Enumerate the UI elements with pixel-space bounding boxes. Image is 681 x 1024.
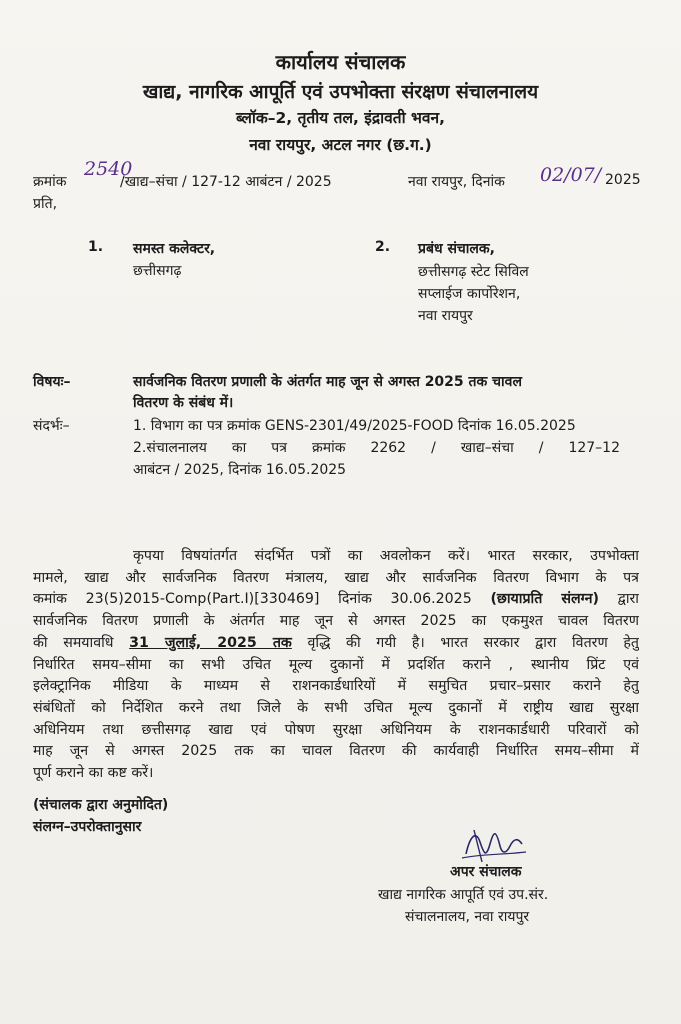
body-line-11: पूर्ण कराने का कष्ट करें। — [33, 765, 154, 782]
recipient-1-number: 1. — [88, 239, 104, 255]
body-line-9: अधिनियम तथा छत्तीसगढ़ खाद्य एवं पोषण सुरक्षा अधिनियम के राशनकार्डधारी परिवारों को — [33, 721, 639, 738]
kramank-label: क्रमांक — [33, 174, 67, 190]
body-line-1: कृपया विषयांतर्गत संदर्भित पत्रों का अवलोकन करें। भारत सरकार, उपभोक्ता — [133, 548, 639, 564]
place-date-label: नवा रायपुर, दिनांक — [408, 174, 505, 190]
body-line-10: माह जून से अगस्त 2025 तक का चावल वितरण की कार्यवाही निर्धारित समय–सीमा में — [33, 743, 639, 760]
signatory-department: खाद्य नागरिक आपूर्ति एवं उप.संर. — [378, 887, 549, 903]
body-line-4: सार्वजनिक वितरण प्रणाली के अंतर्गत माह जून से अगस्त 2025 का एकमुश्त चावल वितरण — [33, 613, 639, 630]
approval-note: (संचालक द्वारा अनुमोदित) — [33, 797, 169, 813]
body-line-6: निर्धारित समय–सीमा का सभी उचित मूल्य दुकानों में प्रदर्शित कराने , स्थानीय प्रिंट एवं — [33, 656, 639, 673]
reference-line-3: आबंटन / 2025, दिनांक 16.05.2025 — [133, 462, 347, 478]
reference-line-2: 2.संचालनालय का पत्र क्रमांक 2262 / खाद्य–संचा / 127–12 — [133, 440, 620, 456]
body-line-5-start: की समयावधि — [33, 634, 114, 651]
signature-scribble — [460, 824, 530, 866]
address-line-2: नवा रायपुर, अटल नगर (छ.ग.) — [249, 136, 432, 154]
reference-line-1: 1. विभाग का पत्र क्रमांक GENS-2301/49/2025-FOOD दिनांक 16.05.2025 — [133, 418, 576, 434]
signatory-office: संचालनालय, नवा रायपुर — [405, 909, 530, 925]
body-line-3 — [33, 589, 639, 611]
deadline-date: 31 जुलाई, 2025 तक — [129, 634, 292, 651]
recipient-2-line-2: छत्तीसगढ़ स्टेट सिविल — [418, 264, 529, 280]
recipient-2-number: 2. — [375, 239, 391, 255]
body-line-7: इलेक्ट्रानिक मीडिया के माध्यम से राशनकार्डधारियों में समुचित प्रचार–प्रसार कराने हेतु — [33, 678, 639, 695]
office-title: कार्यालय संचालक — [275, 50, 406, 74]
body-paragraph — [33, 546, 639, 785]
subject-line-2: वितरण के संबंध में। — [133, 395, 234, 411]
recipient-1-place: छत्तीसगढ़ — [133, 263, 182, 279]
subject-label: विषयः– — [33, 374, 71, 390]
handwritten-date: 02/07/ — [540, 164, 602, 186]
address-line-1: ब्लॉक–2, तृतीय तल, इंद्रावती भवन, — [235, 109, 446, 127]
subject-line-1: सार्वजनिक वितरण प्रणाली के अंतर्गत माह जून से अगस्त 2025 तक चावल — [133, 374, 522, 390]
reference-label: संदर्भः– — [33, 418, 70, 434]
body-line-3-text: कमांक 23(5)2015-Comp(Part.I)[330469] दिनांक 30.06.2025 — [33, 591, 472, 608]
enclosure-note: (छायाप्रति संलग्न) — [490, 591, 599, 608]
recipient-2-line-4: नवा रायपुर — [418, 308, 473, 324]
date-year: 2025 — [605, 172, 641, 188]
recipient-1-title: समस्त कलेक्टर, — [133, 241, 216, 257]
body-line-5 — [33, 633, 639, 655]
letter-number-rest: /खाद्य–संचा / 127-12 आबंटन / 2025 — [120, 174, 332, 190]
prati-label: प्रति, — [33, 196, 58, 212]
handwritten-letter-number: 2540 — [84, 158, 133, 180]
body-line-5-end: वृद्धि की गयी है। भारत सरकार द्वारा वितरण हेतु — [307, 634, 639, 651]
enclosure-note-footer: संलग्न–उपरोक्तानुसार — [33, 819, 142, 835]
body-line-2: मामले, खाद्य और सार्वजनिक वितरण मंत्रालय, खाद्य और सार्वजनिक वितरण विभाग के पत्र — [33, 569, 639, 586]
directorate-name: खाद्य, नागरिक आपूर्ति एवं उपभोक्ता संरक्षण संचालनालय — [142, 81, 539, 103]
body-line-8: संबंधितों को निर्देशित करने तथा जिले के सभी उचित मूल्य दुकानों में राष्ट्रीय खाद्य सुरक्षा — [33, 699, 639, 716]
body-line-3-end: द्वारा — [617, 591, 639, 608]
recipient-2-title: प्रबंध संचालक, — [418, 241, 495, 257]
recipient-2-line-3: सप्लाईज कार्पोरेशन, — [418, 286, 521, 302]
signatory-designation: अपर संचालक — [450, 864, 522, 880]
